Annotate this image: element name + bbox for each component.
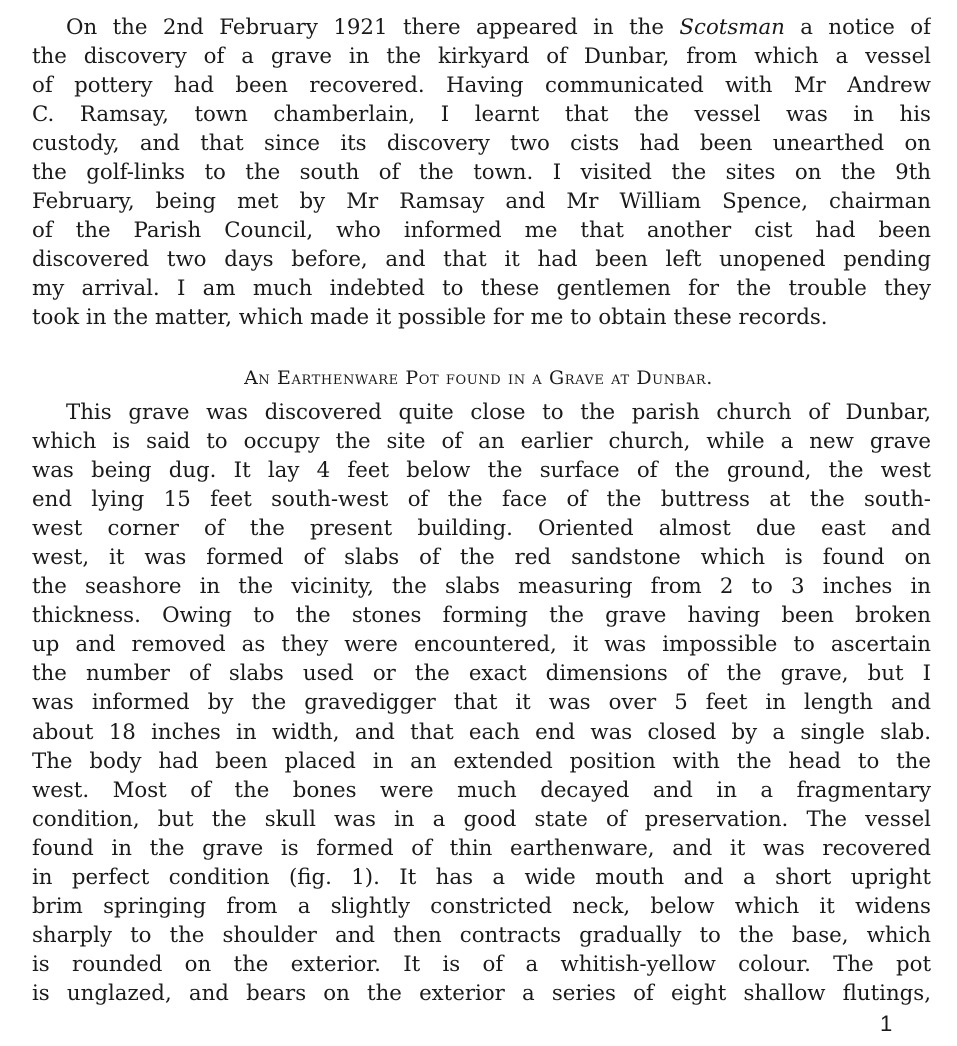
paragraph-line: condition, but the skull was in a good state of preservation. The vessel	[32, 806, 931, 832]
paragraph-line: which is said to occupy the site of an earlier church, while a new grave	[32, 429, 931, 455]
paragraph-line: the seashore in the vicinity, the slabs measuring from 2 to 3 inches in	[32, 574, 931, 600]
paragraph-line: The body had been placed in an extended position with the head to the	[32, 748, 931, 774]
paragraph-line: found in the grave is formed of thin earthenware, and it was recovered	[32, 835, 931, 861]
page-number: 1	[880, 1011, 893, 1036]
paragraph-line	[32, 13, 931, 42]
text-run: On the 2nd February 1921 there appeared in the	[66, 15, 680, 40]
paragraph-line: the number of slabs used or the exact dimensions of the grave, but I	[32, 661, 931, 687]
paragraph-line: of pottery had been recovered. Having communicated with Mr Andrew	[32, 73, 931, 99]
body-paragraph	[32, 398, 931, 1008]
paragraph-line: west corner of the present building. Oriented almost due east and	[32, 516, 931, 542]
paragraph-line: February, being met by Mr Ramsay and Mr William Spence, chairman	[32, 189, 931, 215]
paragraph-line: C. Ramsay, town chamberlain, I learnt that the vessel was in his	[32, 102, 931, 128]
paragraph-line: end lying 15 feet south-west of the face of the buttress at the south-	[32, 487, 931, 513]
paragraph-line: is rounded on the exterior. It is of a whitish-yellow colour. The pot	[32, 951, 931, 977]
paragraph-line: sharply to the shoulder and then contracts gradually to the base, which	[32, 922, 931, 948]
paragraph-line: about 18 inches in width, and that each end was closed by a single slab.	[32, 719, 931, 745]
paragraph-line: west. Most of the bones were much decayed and in a fragmentary	[32, 777, 931, 803]
paragraph-line: of the Parish Council, who informed me that another cist had been	[32, 218, 931, 244]
paragraph-line: thickness. Owing to the stones forming the grave having been broken	[32, 603, 931, 629]
paragraph-line: was informed by the gravedigger that it was over 5 feet in length and	[32, 690, 931, 716]
paragraph-line: discovered two days before, and that it had been left unopened pending	[32, 247, 931, 273]
paragraph-line: custody, and that since its discovery two cists had been unearthed on	[32, 131, 931, 157]
paragraph-line: brim springing from a slightly constricted neck, below which it widens	[32, 893, 931, 919]
paragraph-line: in perfect condition (fig. 1). It has a wide mouth and a short upright	[32, 864, 931, 890]
paragraph-line: took in the matter, which made it possible for me to obtain these records.	[32, 305, 828, 331]
italic-title: Scotsman	[679, 15, 785, 40]
paragraph-line: up and removed as they were encountered, it was impossible to ascertain	[32, 632, 931, 658]
text-run: a notice of	[784, 15, 931, 40]
paragraph-line: is unglazed, and bears on the exterior a series of eight shallow flutings,	[32, 980, 931, 1006]
paragraph-line: my arrival. I am much indebted to these gentlemen for the trouble they	[32, 276, 931, 302]
paragraph-line: west, it was formed of slabs of the red sandstone which is found on	[32, 545, 931, 571]
paragraph-line: was being dug. It lay 4 feet below the surface of the ground, the west	[32, 458, 931, 484]
section-heading: An Earthenware Pot found in a Grave at Dunbar.	[244, 367, 713, 389]
paragraph-line: the golf-links to the south of the town. I visited the sites on the 9th	[32, 160, 931, 186]
paragraph-line: This grave was discovered quite close to the parish church of Dunbar,	[66, 400, 931, 425]
paragraph-line: the discovery of a grave in the kirkyard of Dunbar, from which a vessel	[32, 44, 931, 70]
intro-paragraph	[32, 13, 931, 333]
